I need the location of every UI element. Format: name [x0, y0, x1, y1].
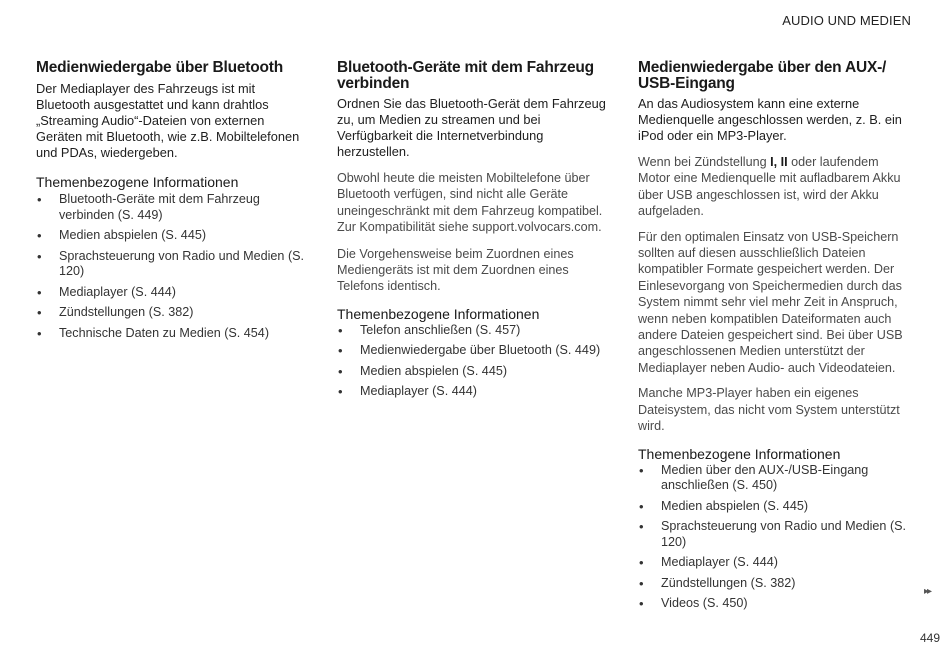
related-heading: Themenbezogene Informationen	[337, 305, 540, 322]
related-link[interactable]: • Sprachsteuerung von Radio und Medien (S. 120)	[36, 249, 308, 280]
body-paragraph: Manche MP3-Player haben ein eigenes Dateisystem, das nicht vom System unterstützt wird.	[638, 386, 900, 434]
text-run: oder laufendem Motor eine Medienquelle mit aufladbarem Akku über USB angeschlossen ist, wird der Akku aufgeladen.	[638, 155, 901, 219]
section-heading: Bluetooth-Geräte mit dem Fahrzeug verbinden	[337, 59, 594, 92]
related-heading: Themenbezogene Informationen	[36, 174, 239, 190]
related-heading: Themenbezogene Informationen	[638, 445, 841, 462]
section-heading: Medienwiedergabe über den AUX-/ USB-Eingang	[638, 59, 887, 92]
related-list	[36, 192, 308, 341]
related-link[interactable]: • Sprachsteuerung von Radio und Medien (S. 120)	[638, 519, 910, 550]
body-paragraph: Für den optimalen Einsatz von USB-Speichern sollten auf diesen ausschließlich Dateien kompatibler Formate gespeichert werden. Der Einlesevorgang von Speichermedien durch das System nimmt sehr viel mehr Zeit in Anspruch, wenn neben kompatiblen Dateiformaten auch andere Dateien gespeichert sind. Bei über USB angeschlossenen Medien unterstützt der Mediaplayer neben Audio- auch Videodateien.	[638, 229, 903, 375]
related-link[interactable]: • Videos (S. 450)	[638, 596, 910, 612]
related-link[interactable]: • Medienwiedergabe über Bluetooth (S. 449)	[337, 343, 609, 359]
related-list	[337, 323, 609, 400]
related-link[interactable]: • Medien abspielen (S. 445)	[638, 499, 910, 515]
section-heading: Medienwiedergabe über Bluetooth	[36, 59, 283, 76]
related-link[interactable]: • Technische Daten zu Medien (S. 454)	[36, 326, 308, 342]
related-link[interactable]: • Mediaplayer (S. 444)	[337, 384, 609, 400]
section-aux-usb-playback	[638, 58, 910, 612]
section-bluetooth-playback	[36, 58, 308, 341]
related-link[interactable]: • Mediaplayer (S. 444)	[36, 285, 308, 301]
ignition-positions: I, II	[770, 155, 788, 169]
body-paragraph	[638, 154, 910, 220]
related-link[interactable]: • Telefon anschließen (S. 457)	[337, 323, 609, 339]
intro-paragraph: Der Mediaplayer des Fahrzeugs ist mit Bluetooth ausgestattet und kann drahtlos „Streaming Audio“-Dateien von externen Geräten mit Bluetooth, wie z.B. Mobiltelefonen und PDAs, wiedergeben.	[36, 81, 300, 160]
intro-paragraph: Ordnen Sie das Bluetooth-Gerät dem Fahrzeug zu, um Medien zu streamen und bei Verfügbarkeit die Internetverbindung herzustellen.	[337, 96, 606, 159]
related-link[interactable]: • Mediaplayer (S. 444)	[638, 555, 910, 571]
related-link[interactable]: • Zündstellungen (S. 382)	[638, 576, 910, 592]
related-link[interactable]: • Medien über den AUX-/USB-Eingang anschließen (S. 450)	[638, 463, 910, 494]
intro-paragraph: An das Audiosystem kann eine externe Medienquelle angeschlossen werden, z. B. ein iPod oder ein MP3-Player.	[638, 96, 902, 143]
body-paragraph: Obwohl heute die meisten Mobiltelefone über Bluetooth verfügen, sind nicht alle Geräte uneingeschränkt mit dem Fahrzeug kompatibel. Zur Kompatibilität siehe support.volvocars.com.	[337, 171, 603, 235]
body-paragraph: Die Vorgehensweise beim Zuordnen eines Mediengeräts ist mit dem Zuordnen eines Telefons identisch.	[337, 246, 574, 294]
section-bluetooth-pairing	[337, 58, 609, 400]
related-link[interactable]: • Bluetooth-Geräte mit dem Fahrzeug verbinden (S. 449)	[36, 192, 308, 223]
related-link[interactable]: • Medien abspielen (S. 445)	[337, 364, 609, 380]
text-run: Wenn bei Zündstellung	[638, 155, 771, 169]
page-number: 449	[919, 631, 940, 645]
related-link[interactable]: • Medien abspielen (S. 445)	[36, 228, 308, 244]
page-header-title: AUDIO UND MEDIEN	[782, 13, 911, 28]
related-list	[638, 463, 910, 612]
related-link[interactable]: • Zündstellungen (S. 382)	[36, 305, 308, 321]
continue-arrow-icon: ▸▸	[924, 586, 931, 597]
